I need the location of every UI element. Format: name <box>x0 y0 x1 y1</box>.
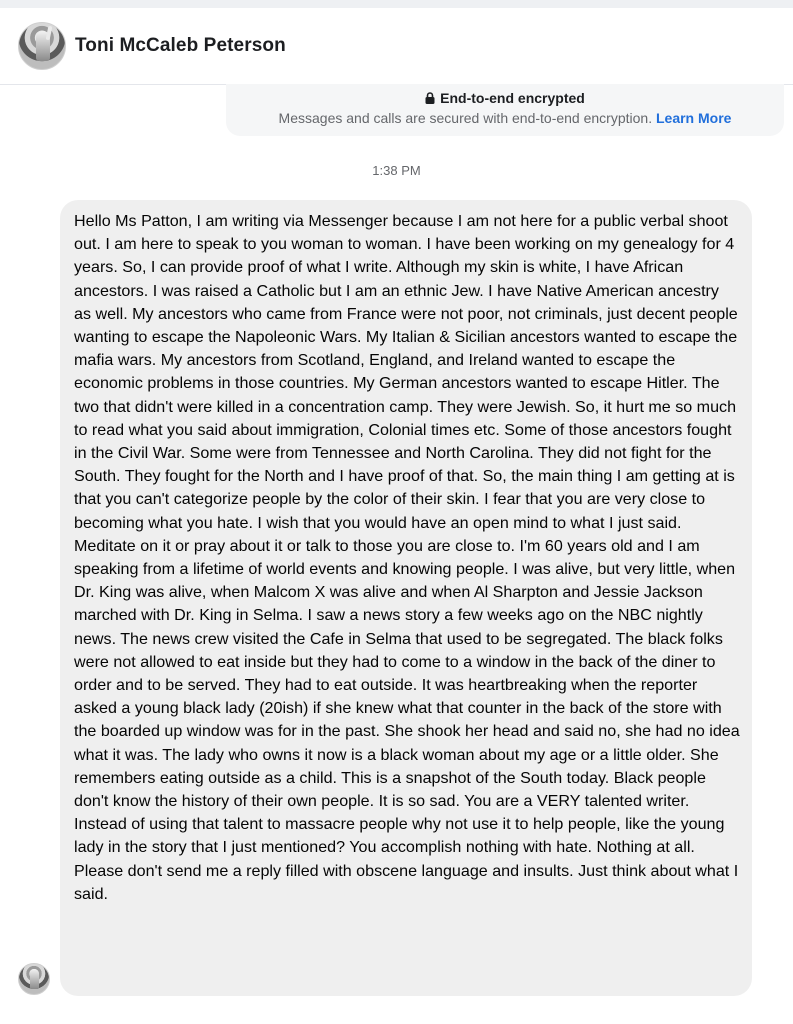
encryption-subtitle: Messages and calls are secured with end-to-end encryption. <box>278 110 653 126</box>
contact-avatar[interactable] <box>18 22 66 70</box>
encryption-subtitle-row <box>226 110 784 126</box>
message-timestamp: 1:38 PM <box>372 163 421 178</box>
sender-avatar-figure <box>30 969 39 989</box>
sender-avatar[interactable] <box>18 963 50 995</box>
encryption-notice <box>226 84 784 136</box>
window-top-strip <box>0 0 793 8</box>
conversation-header <box>0 8 793 85</box>
message-bubble[interactable]: Hello Ms Patton, I am writing via Messenger because I am not here for a public verbal shoot out. I am here to speak to you woman to woman. I have been working on my genealogy for 4 years. So, I can provide proof of what I write. Although my skin is white, I have African ancestors. I was raised a Catholic but I am an ethnic Jew. I have Native American ancestry as well. My ancestors who came from France were not poor, not criminals, just decent people wanting to escape the Napoleonic Wars. My Italian & Sicilian ancestors wanted to escape the mafia wars. My ancestors from Scotland, England, and Ireland wanted to escape the economic problems in those countries. My German ancestors wanted to escape Hitler. The two that didn't were killed in a concentration camp. They were Jewish. So, it hurt me so much to read what you said about immigration, Colonial times etc. Some of those ancestors fought in the Civil War. Some were from Tennessee and North Carolina. They did not fight for the South. They fought for the North and I have proof of that. So, the main thing I am getting at is that you can't categorize people by the color of their skin. I fear that you are very close to becoming what you hate. I wish that you would have an open mind to what I just said. Meditate on it or pray about it or talk to those you are close to. I'm 60 years old and I am speaking from a lifetime of world events and knowing people. I was alive, but very little, when Dr. King was alive, when Malcom X was alive and when Al Sharpton and Jessie Jackson marched with Dr. King in Selma. I saw a news story a few weeks ago on the NBC nightly news. The news crew visited the Cafe in Selma that used to be segregated. The black folks were not allowed to eat inside but they had to come to a window in the back of the diner to order and to be served. They had to eat outside. It was heartbreaking when the reporter asked a young black lady (20ish) if she knew what that counter in the back of the store with the boarded up window was for in the past. She shook her head and said no, she had no idea what it was. The lady who owns it now is a black woman about my age or a little older. She remembers eating outside as a child. This is a snapshot of the South today. Black people don't know the history of their own people. It is so sad. You are a VERY talented writer. Instead of using that talent to massacre people why not use it to help people, like the young lady in the story that I just mentioned? You accomplish nothing with hate. Nothing at all. Please don't send me a reply filled with obscene language and insults. Just think about what I said. <box>60 200 752 996</box>
encryption-title: End-to-end encrypted <box>440 90 585 106</box>
avatar-statue-arm <box>46 26 53 41</box>
lock-icon <box>425 91 435 103</box>
contact-name[interactable]: Toni McCaleb Peterson <box>75 35 286 56</box>
learn-more-link[interactable]: Learn More <box>655 110 732 126</box>
encryption-title-row <box>226 90 784 106</box>
